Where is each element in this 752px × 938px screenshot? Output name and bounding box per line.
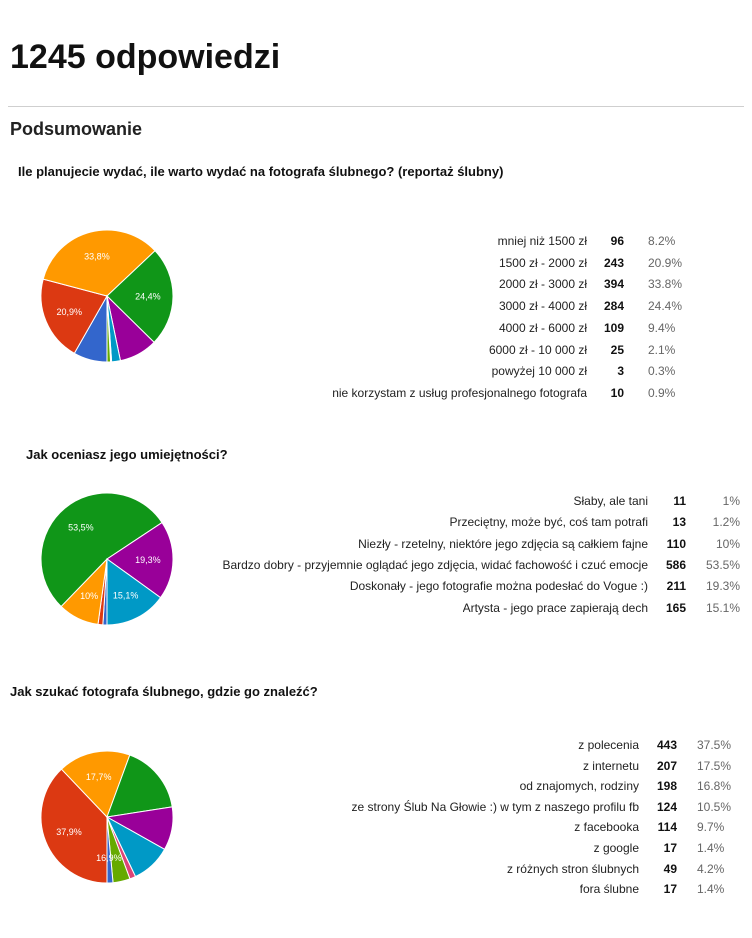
legend-count-0-3: 284 xyxy=(603,299,624,314)
legend-percent-2-2: 16.8% xyxy=(697,779,732,794)
pie-chart-skills xyxy=(36,488,178,630)
legend-label-1-0: Słaby, ale tani xyxy=(573,494,648,508)
pie-slice-label-1-2: 10% xyxy=(80,590,99,601)
pie-slice-label-0-2: 33,8% xyxy=(84,251,110,262)
legend-label-0-4: 4000 zł - 6000 zł xyxy=(498,320,587,335)
legend-percent-2-5: 1.4% xyxy=(697,841,725,855)
legend-count-2-0: 443 xyxy=(656,738,677,752)
legend-percent-0-3: 24.4% xyxy=(648,299,683,314)
legend-count-1-0: 11 xyxy=(673,494,686,508)
legend-label-2-6: z różnych stron ślubnych xyxy=(506,861,639,876)
legend-count-2-3: 124 xyxy=(656,799,677,814)
pie-slice-label-2-0: 37,9% xyxy=(56,827,82,838)
legend-label-2-7: fora ślubne xyxy=(579,882,639,897)
legend-count-0-6: 3 xyxy=(617,364,624,379)
legend-label-2-2: od znajomych, rodziny xyxy=(519,779,639,794)
legend-label-0-2: 2000 zł - 3000 zł xyxy=(498,277,587,292)
legend-percent-2-7: 1.4% xyxy=(697,882,725,897)
legend-percent-0-4: 9.4% xyxy=(648,320,676,335)
legend-count-0-0: 96 xyxy=(610,234,624,248)
legend-count-1-5: 165 xyxy=(665,600,686,615)
legend-count-2-5: 17 xyxy=(663,841,677,855)
pie-chart-budget xyxy=(36,225,178,367)
legend-count-1-1: 13 xyxy=(672,515,686,530)
legend-count-0-5: 25 xyxy=(610,342,624,357)
legend-percent-2-0: 37.5% xyxy=(697,738,732,752)
legend-count-0-2: 394 xyxy=(603,277,624,292)
legend-label-2-4: z facebooka xyxy=(574,820,639,835)
question-title-3: Jak szukać fotografa ślubnego, gdzie go znaleźć? xyxy=(10,684,318,699)
legend-count-2-1: 207 xyxy=(656,758,677,773)
legend-percent-1-3: 53.5% xyxy=(705,557,740,572)
legend-count-2-7: 17 xyxy=(663,882,677,897)
legend-count-2-6: 49 xyxy=(663,861,677,876)
legend-percent-1-2: 10% xyxy=(715,536,740,551)
pie-slice-label-1-5: 15,1% xyxy=(112,590,139,601)
legend-label-1-5: Artysta - jego prace zapierają dech xyxy=(462,600,648,615)
legend-label-0-0: mniej niż 1500 zł xyxy=(497,234,587,248)
legend-percent-2-3: 10.5% xyxy=(697,799,732,814)
legend-label-0-1: 1500 zł - 2000 zł xyxy=(498,255,587,270)
legend-label-0-7: nie korzystam z usług profesjonalnego fotografa xyxy=(332,385,587,400)
legend-percent-0-1: 20.9% xyxy=(648,255,683,270)
pie-slice-label-0-1: 20,9% xyxy=(56,306,83,317)
pie-slice-label-1-3: 53,5% xyxy=(68,522,94,533)
legend-label-1-2: Niezły - rzetelny, niektóre jego zdjęcia są całkiem fajne xyxy=(358,536,648,551)
legend-percent-1-1: 1.2% xyxy=(712,515,740,530)
divider xyxy=(8,106,744,107)
legend-percent-2-1: 17.5% xyxy=(697,758,732,773)
question-title-1: Ile planujecie wydać, ile warto wydać na fotografa ślubnego? (reportaż ślubny) xyxy=(18,164,504,179)
legend-count-2-4: 114 xyxy=(657,820,677,835)
legend-label-1-4: Doskonały - jego fotografie można podesłać do Vogue :) xyxy=(349,579,648,594)
legend-label-0-5: 6000 zł - 10 000 zł xyxy=(488,342,587,357)
legend-count-1-4: 211 xyxy=(666,579,686,594)
page-title: 1245 odpowiedzi xyxy=(10,38,281,76)
legend-count-0-4: 109 xyxy=(603,320,624,335)
legend-label-1-1: Przeciętny, może być, coś tam potrafi xyxy=(449,515,648,530)
legend-label-2-3: ze strony Ślub Na Głowie :) w tym z naszego profilu fb xyxy=(351,799,639,814)
legend-percent-1-0: 1% xyxy=(722,494,740,508)
legend-percent-0-6: 0.3% xyxy=(648,364,676,379)
question-title-2: Jak oceniasz jego umiejętności? xyxy=(26,447,228,462)
pie-chart-sources xyxy=(36,746,178,888)
legend-count-0-1: 243 xyxy=(603,255,624,270)
legend-label-2-5: z google xyxy=(593,841,639,855)
legend-label-2-1: z internetu xyxy=(582,758,639,773)
legend-count-1-2: 110 xyxy=(666,536,686,551)
legend-percent-1-4: 19.3% xyxy=(705,579,740,594)
legend-count-1-3: 586 xyxy=(665,557,686,572)
legend-percent-0-0: 8.2% xyxy=(648,234,676,248)
pie-slice-label-0-3: 24,4% xyxy=(135,291,161,302)
legend-percent-0-5: 2.1% xyxy=(648,342,676,357)
legend-percent-0-7: 0.9% xyxy=(648,385,676,400)
pie-slice-label-2-1: 17,7% xyxy=(85,771,112,782)
legend-percent-2-4: 9.7% xyxy=(697,820,725,835)
legend-count-2-2: 198 xyxy=(656,779,677,794)
legend-label-0-3: 3000 zł - 4000 zł xyxy=(498,299,587,314)
legend-label-0-6: powyżej 10 000 zł xyxy=(491,364,587,379)
summary-heading: Podsumowanie xyxy=(10,119,143,139)
legend-percent-0-2: 33.8% xyxy=(648,277,683,292)
legend-label-1-3: Bardzo dobry - przyjemnie oglądać jego zdjęcia, widać fachowość i czuć emocje xyxy=(222,557,648,572)
legend-percent-2-6: 4.2% xyxy=(697,861,725,876)
pie-slice-label-2-7: 16,9% xyxy=(96,852,122,863)
legend-count-0-7: 10 xyxy=(610,385,624,400)
pie-slice-label-1-4: 19,3% xyxy=(135,554,161,565)
legend-label-2-0: z polecenia xyxy=(578,738,639,752)
legend-percent-1-5: 15.1% xyxy=(705,600,740,615)
